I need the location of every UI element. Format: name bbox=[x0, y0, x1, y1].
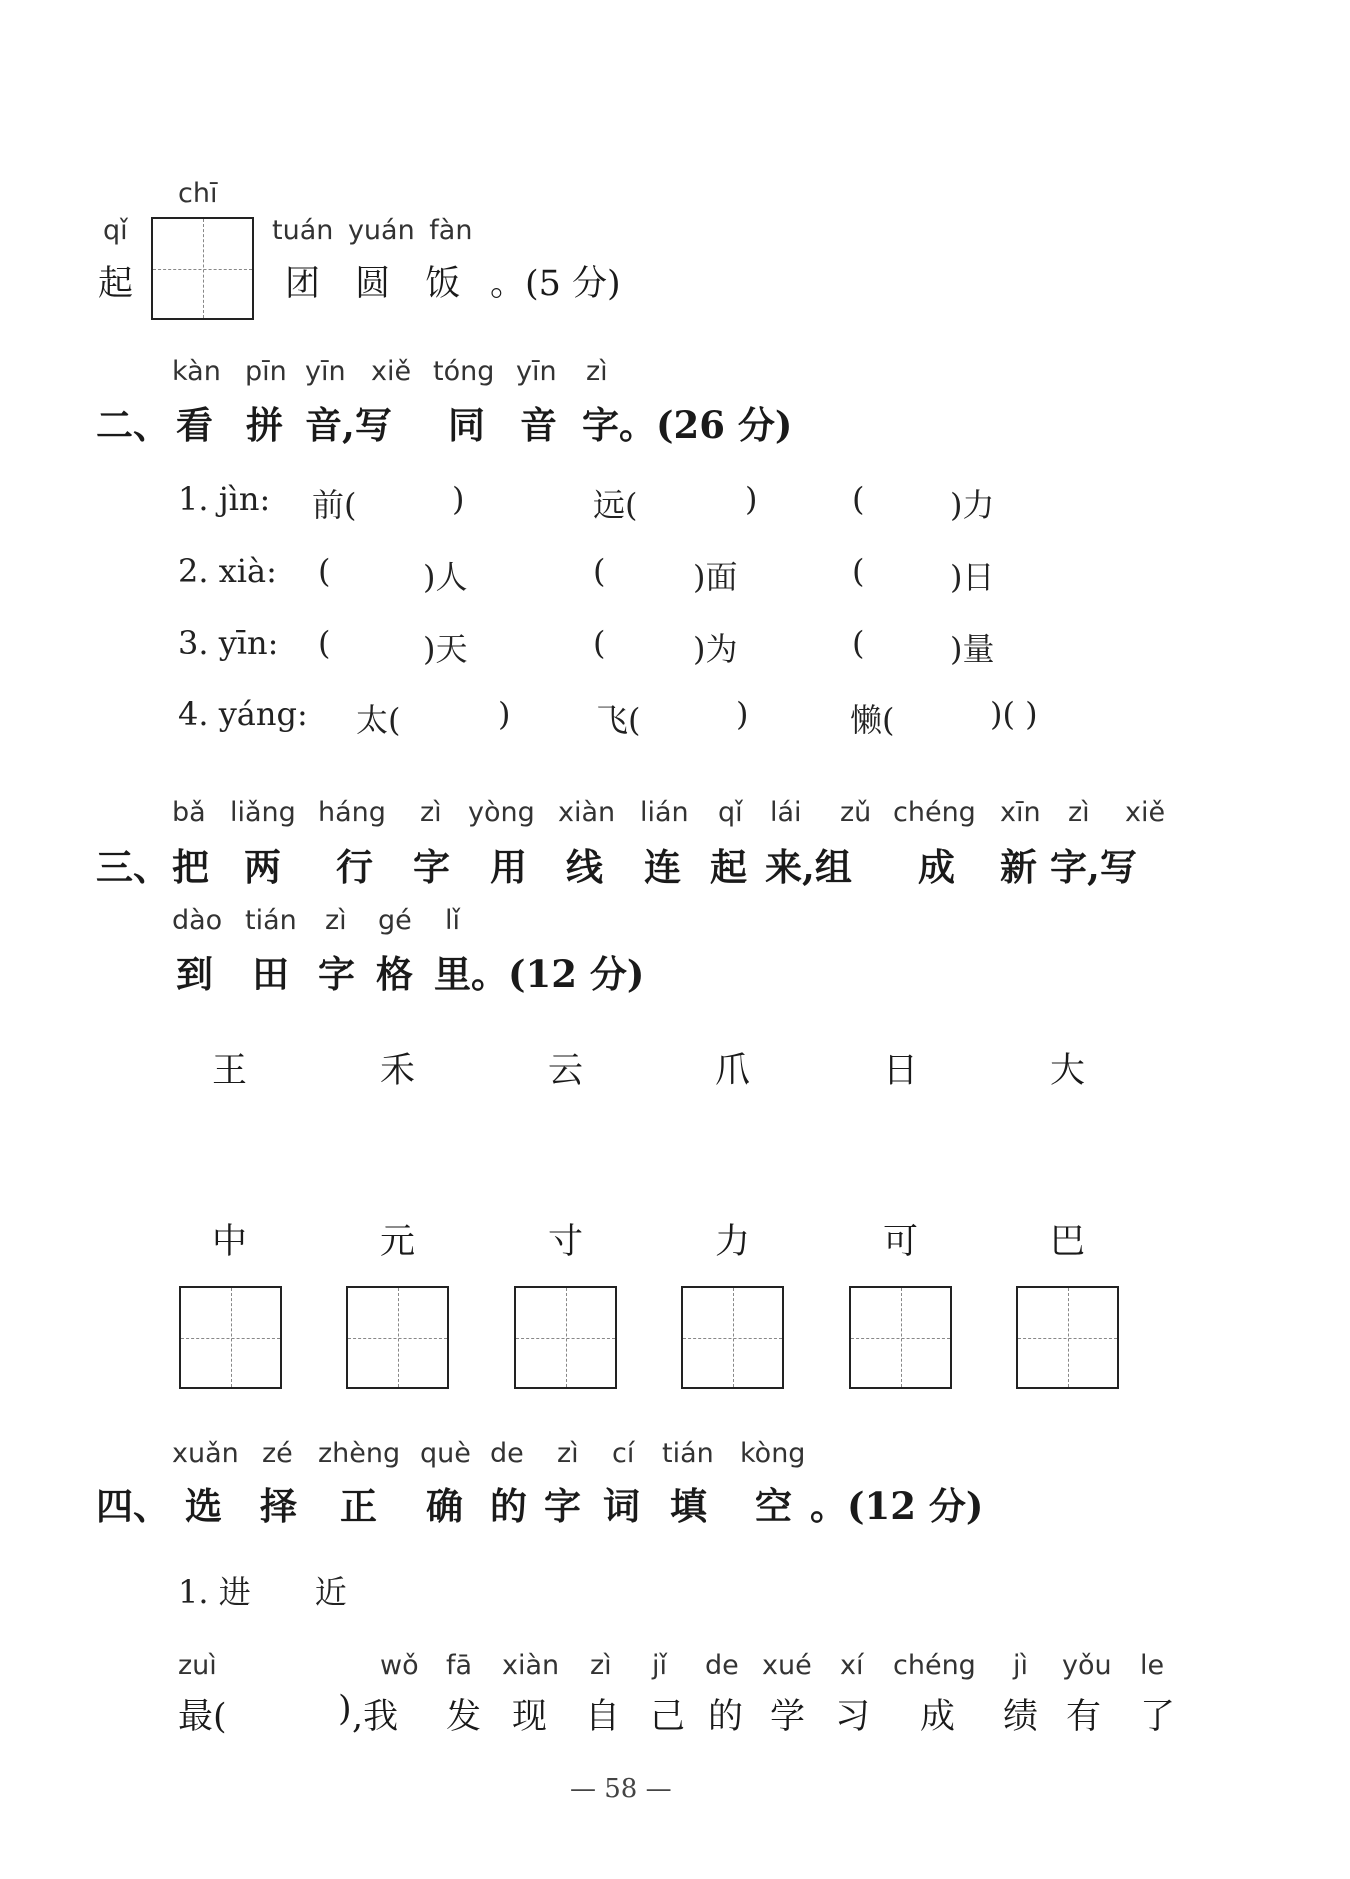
blank-open[interactable]: 远( bbox=[593, 486, 638, 524]
blank-open[interactable]: ( bbox=[852, 480, 865, 518]
heading-char: 确 bbox=[426, 1484, 463, 1528]
component-char[interactable]: 爪 bbox=[715, 1051, 751, 1091]
blank-close: )日 bbox=[950, 558, 995, 596]
heading-char: 线 bbox=[566, 845, 603, 889]
heading-char: 把 bbox=[172, 845, 209, 889]
heading-char: 的 bbox=[490, 1484, 527, 1528]
blank-close: )天 bbox=[423, 630, 468, 668]
section-number: 四、 bbox=[96, 1484, 170, 1528]
s2-pinyin-line bbox=[0, 356, 1350, 396]
s4-sentence-pinyin bbox=[0, 1650, 1350, 1690]
row-pinyin: 4. yáng: bbox=[178, 695, 308, 733]
heading-char: 同 bbox=[448, 403, 485, 447]
s3-pinyin-line-1 bbox=[0, 797, 1350, 837]
sentence-char: 学 bbox=[770, 1697, 806, 1737]
py: tóng bbox=[433, 356, 495, 387]
py: zǔ bbox=[840, 797, 872, 828]
heading-char: 选 bbox=[185, 1484, 222, 1528]
tianzige-box[interactable] bbox=[849, 1286, 952, 1389]
py: kàn bbox=[172, 356, 221, 387]
s3-heading-line-1 bbox=[0, 837, 1350, 889]
py: lái bbox=[770, 797, 802, 828]
s3-top-chars bbox=[0, 1043, 1350, 1089]
py: cí bbox=[612, 1438, 635, 1469]
blank-open[interactable]: 懒( bbox=[850, 701, 895, 739]
heading-char: 行 bbox=[336, 845, 373, 889]
sentence-char: ,我 bbox=[352, 1697, 399, 1737]
blank-open[interactable]: 最( bbox=[178, 1697, 227, 1737]
row-pinyin: 1. jìn: bbox=[178, 480, 271, 518]
heading-char: 空 bbox=[755, 1484, 792, 1528]
chars-tuan-yuan-fan: 团 圆 饭 bbox=[285, 264, 461, 304]
component-char[interactable]: 力 bbox=[715, 1222, 751, 1262]
blank-open[interactable]: ( bbox=[593, 552, 606, 590]
py: yòng bbox=[468, 797, 535, 828]
heading-char: 择 bbox=[260, 1484, 297, 1528]
py: zì bbox=[1068, 797, 1090, 828]
py: què bbox=[420, 1438, 471, 1469]
py: zì bbox=[325, 905, 347, 936]
py: jǐ bbox=[652, 1650, 668, 1681]
py: chéng bbox=[893, 1650, 976, 1681]
heading-char: 字 bbox=[544, 1484, 581, 1528]
py: dào bbox=[172, 905, 223, 936]
component-char[interactable]: 禾 bbox=[380, 1051, 416, 1091]
blank-open[interactable]: 太( bbox=[356, 701, 401, 739]
tianzige-box[interactable] bbox=[1016, 1286, 1119, 1389]
sentence-char: 己 bbox=[650, 1697, 686, 1737]
py: zì bbox=[586, 356, 608, 387]
sentence-char: 了 bbox=[1140, 1697, 1176, 1737]
heading-char: 音 bbox=[520, 403, 557, 447]
py: gé bbox=[378, 905, 412, 936]
blank-open[interactable]: 前( bbox=[312, 486, 357, 524]
heading-char: 起 bbox=[710, 845, 747, 889]
heading-char: 来,组 bbox=[765, 845, 852, 889]
blank-close: )力 bbox=[950, 486, 995, 524]
s4-heading bbox=[0, 1476, 1350, 1528]
heading-char: 词 bbox=[603, 1484, 640, 1528]
heading-char: 用 bbox=[490, 845, 527, 889]
component-char[interactable]: 元 bbox=[380, 1222, 416, 1262]
heading-char: 填 bbox=[670, 1484, 707, 1528]
py: wǒ bbox=[380, 1650, 419, 1681]
py: le bbox=[1140, 1650, 1165, 1681]
sentence-char: 的 bbox=[708, 1697, 744, 1737]
py: zì bbox=[590, 1650, 612, 1681]
s3-heading-line-2 bbox=[0, 944, 1350, 996]
py: xīn bbox=[1000, 797, 1041, 828]
tianzige-box[interactable] bbox=[681, 1286, 784, 1389]
py: tián bbox=[245, 905, 297, 936]
py: xiàn bbox=[502, 1650, 560, 1681]
s4-pinyin-line bbox=[0, 1438, 1350, 1478]
s4-item-1: 1. 进 近 bbox=[178, 1573, 347, 1611]
sentence-char: 自 bbox=[585, 1697, 621, 1737]
py: xiě bbox=[371, 356, 412, 387]
blank-open[interactable]: ( bbox=[318, 624, 331, 662]
component-char[interactable]: 中 bbox=[212, 1222, 248, 1262]
py: lǐ bbox=[445, 905, 461, 936]
blank-open[interactable]: ( bbox=[593, 624, 606, 662]
heading-char: 两 bbox=[244, 845, 281, 889]
tianzige-box[interactable] bbox=[151, 217, 254, 320]
py: yīn bbox=[305, 356, 346, 387]
py: kòng bbox=[740, 1438, 806, 1469]
section-number: 三、 bbox=[96, 845, 170, 889]
blank-open[interactable]: ( bbox=[852, 624, 865, 662]
py: liǎng bbox=[230, 797, 296, 828]
py: bǎ bbox=[172, 797, 206, 828]
py: chéng bbox=[893, 797, 976, 828]
s2-row-2 bbox=[0, 552, 1350, 596]
py: háng bbox=[318, 797, 386, 828]
s3-bottom-chars bbox=[0, 1214, 1350, 1260]
py: xiàn bbox=[558, 797, 616, 828]
char-qi: 起 bbox=[98, 264, 134, 304]
tianzige-box[interactable] bbox=[179, 1286, 282, 1389]
py: tián bbox=[662, 1438, 714, 1469]
py: xiě bbox=[1125, 797, 1166, 828]
heading-char: 。(12 分) bbox=[810, 1484, 984, 1528]
heading-char: 字 bbox=[413, 845, 450, 889]
heading-char: 音 bbox=[305, 403, 342, 447]
blank-close: ) bbox=[338, 1689, 352, 1729]
page-number: — 58 — bbox=[570, 1774, 672, 1804]
heading-char: 连 bbox=[644, 845, 681, 889]
py: jì bbox=[1013, 1650, 1029, 1681]
s2-row-4 bbox=[0, 695, 1350, 739]
tianzige-box[interactable] bbox=[514, 1286, 617, 1389]
py: de bbox=[705, 1650, 739, 1681]
py: fā bbox=[446, 1650, 473, 1681]
blank-open[interactable]: 飞( bbox=[596, 701, 641, 739]
component-char[interactable]: 可 bbox=[883, 1222, 919, 1262]
py: xuǎn bbox=[172, 1438, 239, 1469]
py: yǒu bbox=[1062, 1650, 1112, 1681]
heading-char: 字 bbox=[318, 952, 355, 996]
blank-close: )量 bbox=[950, 630, 995, 668]
blank-open[interactable]: ( bbox=[318, 552, 331, 590]
s2-row-3 bbox=[0, 624, 1350, 668]
py: zé bbox=[262, 1438, 293, 1469]
section-number: 二、 bbox=[96, 403, 170, 447]
blank-close: ) bbox=[452, 480, 465, 518]
py: zì bbox=[557, 1438, 579, 1469]
py: de bbox=[490, 1438, 524, 1469]
component-char[interactable]: 日 bbox=[883, 1051, 919, 1091]
py: xí bbox=[840, 1650, 864, 1681]
pinyin-chi: chī bbox=[178, 178, 218, 209]
blank-close: )( ) bbox=[990, 695, 1038, 733]
py: zì bbox=[420, 797, 442, 828]
sentence-char: 有 bbox=[1066, 1697, 1102, 1737]
heading-char: 拼 bbox=[246, 403, 283, 447]
s4-sentence bbox=[0, 1689, 1350, 1735]
sentence-char: 发 bbox=[446, 1697, 482, 1737]
py: zuì bbox=[178, 1650, 217, 1681]
blank-close: ) bbox=[736, 695, 749, 733]
blank-close: )面 bbox=[693, 558, 738, 596]
s3-pinyin-line-2 bbox=[0, 905, 1350, 945]
py: yīn bbox=[516, 356, 557, 387]
heading-char: 里。(12 分) bbox=[434, 952, 645, 996]
heading-char: ,写 bbox=[342, 403, 392, 447]
py: pīn bbox=[245, 356, 287, 387]
pinyin-qi: qǐ bbox=[103, 215, 128, 246]
s2-heading bbox=[0, 395, 1350, 447]
heading-char: 田 bbox=[252, 952, 289, 996]
points-5: 。(5 分) bbox=[490, 264, 621, 304]
component-char[interactable]: 大 bbox=[1050, 1051, 1086, 1091]
s2-row-1 bbox=[0, 480, 1350, 524]
sentence-char: 现 bbox=[512, 1697, 548, 1737]
py: xué bbox=[762, 1650, 812, 1681]
heading-char: 新 bbox=[1000, 845, 1037, 889]
blank-close: ) bbox=[498, 695, 511, 733]
py: zhèng bbox=[318, 1438, 401, 1469]
blank-open[interactable]: ( bbox=[852, 552, 865, 590]
component-char[interactable]: 王 bbox=[212, 1051, 248, 1091]
sentence-char: 绩 bbox=[1003, 1697, 1039, 1737]
heading-char: 看 bbox=[176, 403, 213, 447]
heading-char: 正 bbox=[340, 1484, 377, 1528]
sentence-char: 习 bbox=[835, 1697, 871, 1737]
heading-char: 字。(26 分) bbox=[582, 403, 793, 447]
row-pinyin: 3. yīn: bbox=[178, 624, 279, 662]
py: lián bbox=[640, 797, 689, 828]
pinyin-tuan-yuan-fan: tuán yuán fàn bbox=[272, 215, 473, 246]
heading-char: 格 bbox=[376, 952, 413, 996]
component-char[interactable]: 寸 bbox=[548, 1222, 584, 1262]
component-char[interactable]: 云 bbox=[548, 1051, 584, 1091]
blank-close: ) bbox=[745, 480, 758, 518]
heading-char: 成 bbox=[918, 845, 955, 889]
sentence-char: 成 bbox=[920, 1697, 956, 1737]
heading-char: 到 bbox=[176, 952, 213, 996]
row-pinyin: 2. xià: bbox=[178, 552, 277, 590]
heading-char: 字,写 bbox=[1050, 845, 1137, 889]
blank-close: )人 bbox=[423, 558, 468, 596]
blank-close: )为 bbox=[693, 630, 738, 668]
py: qǐ bbox=[718, 797, 743, 828]
component-char[interactable]: 巴 bbox=[1050, 1222, 1086, 1262]
tianzige-box[interactable] bbox=[346, 1286, 449, 1389]
